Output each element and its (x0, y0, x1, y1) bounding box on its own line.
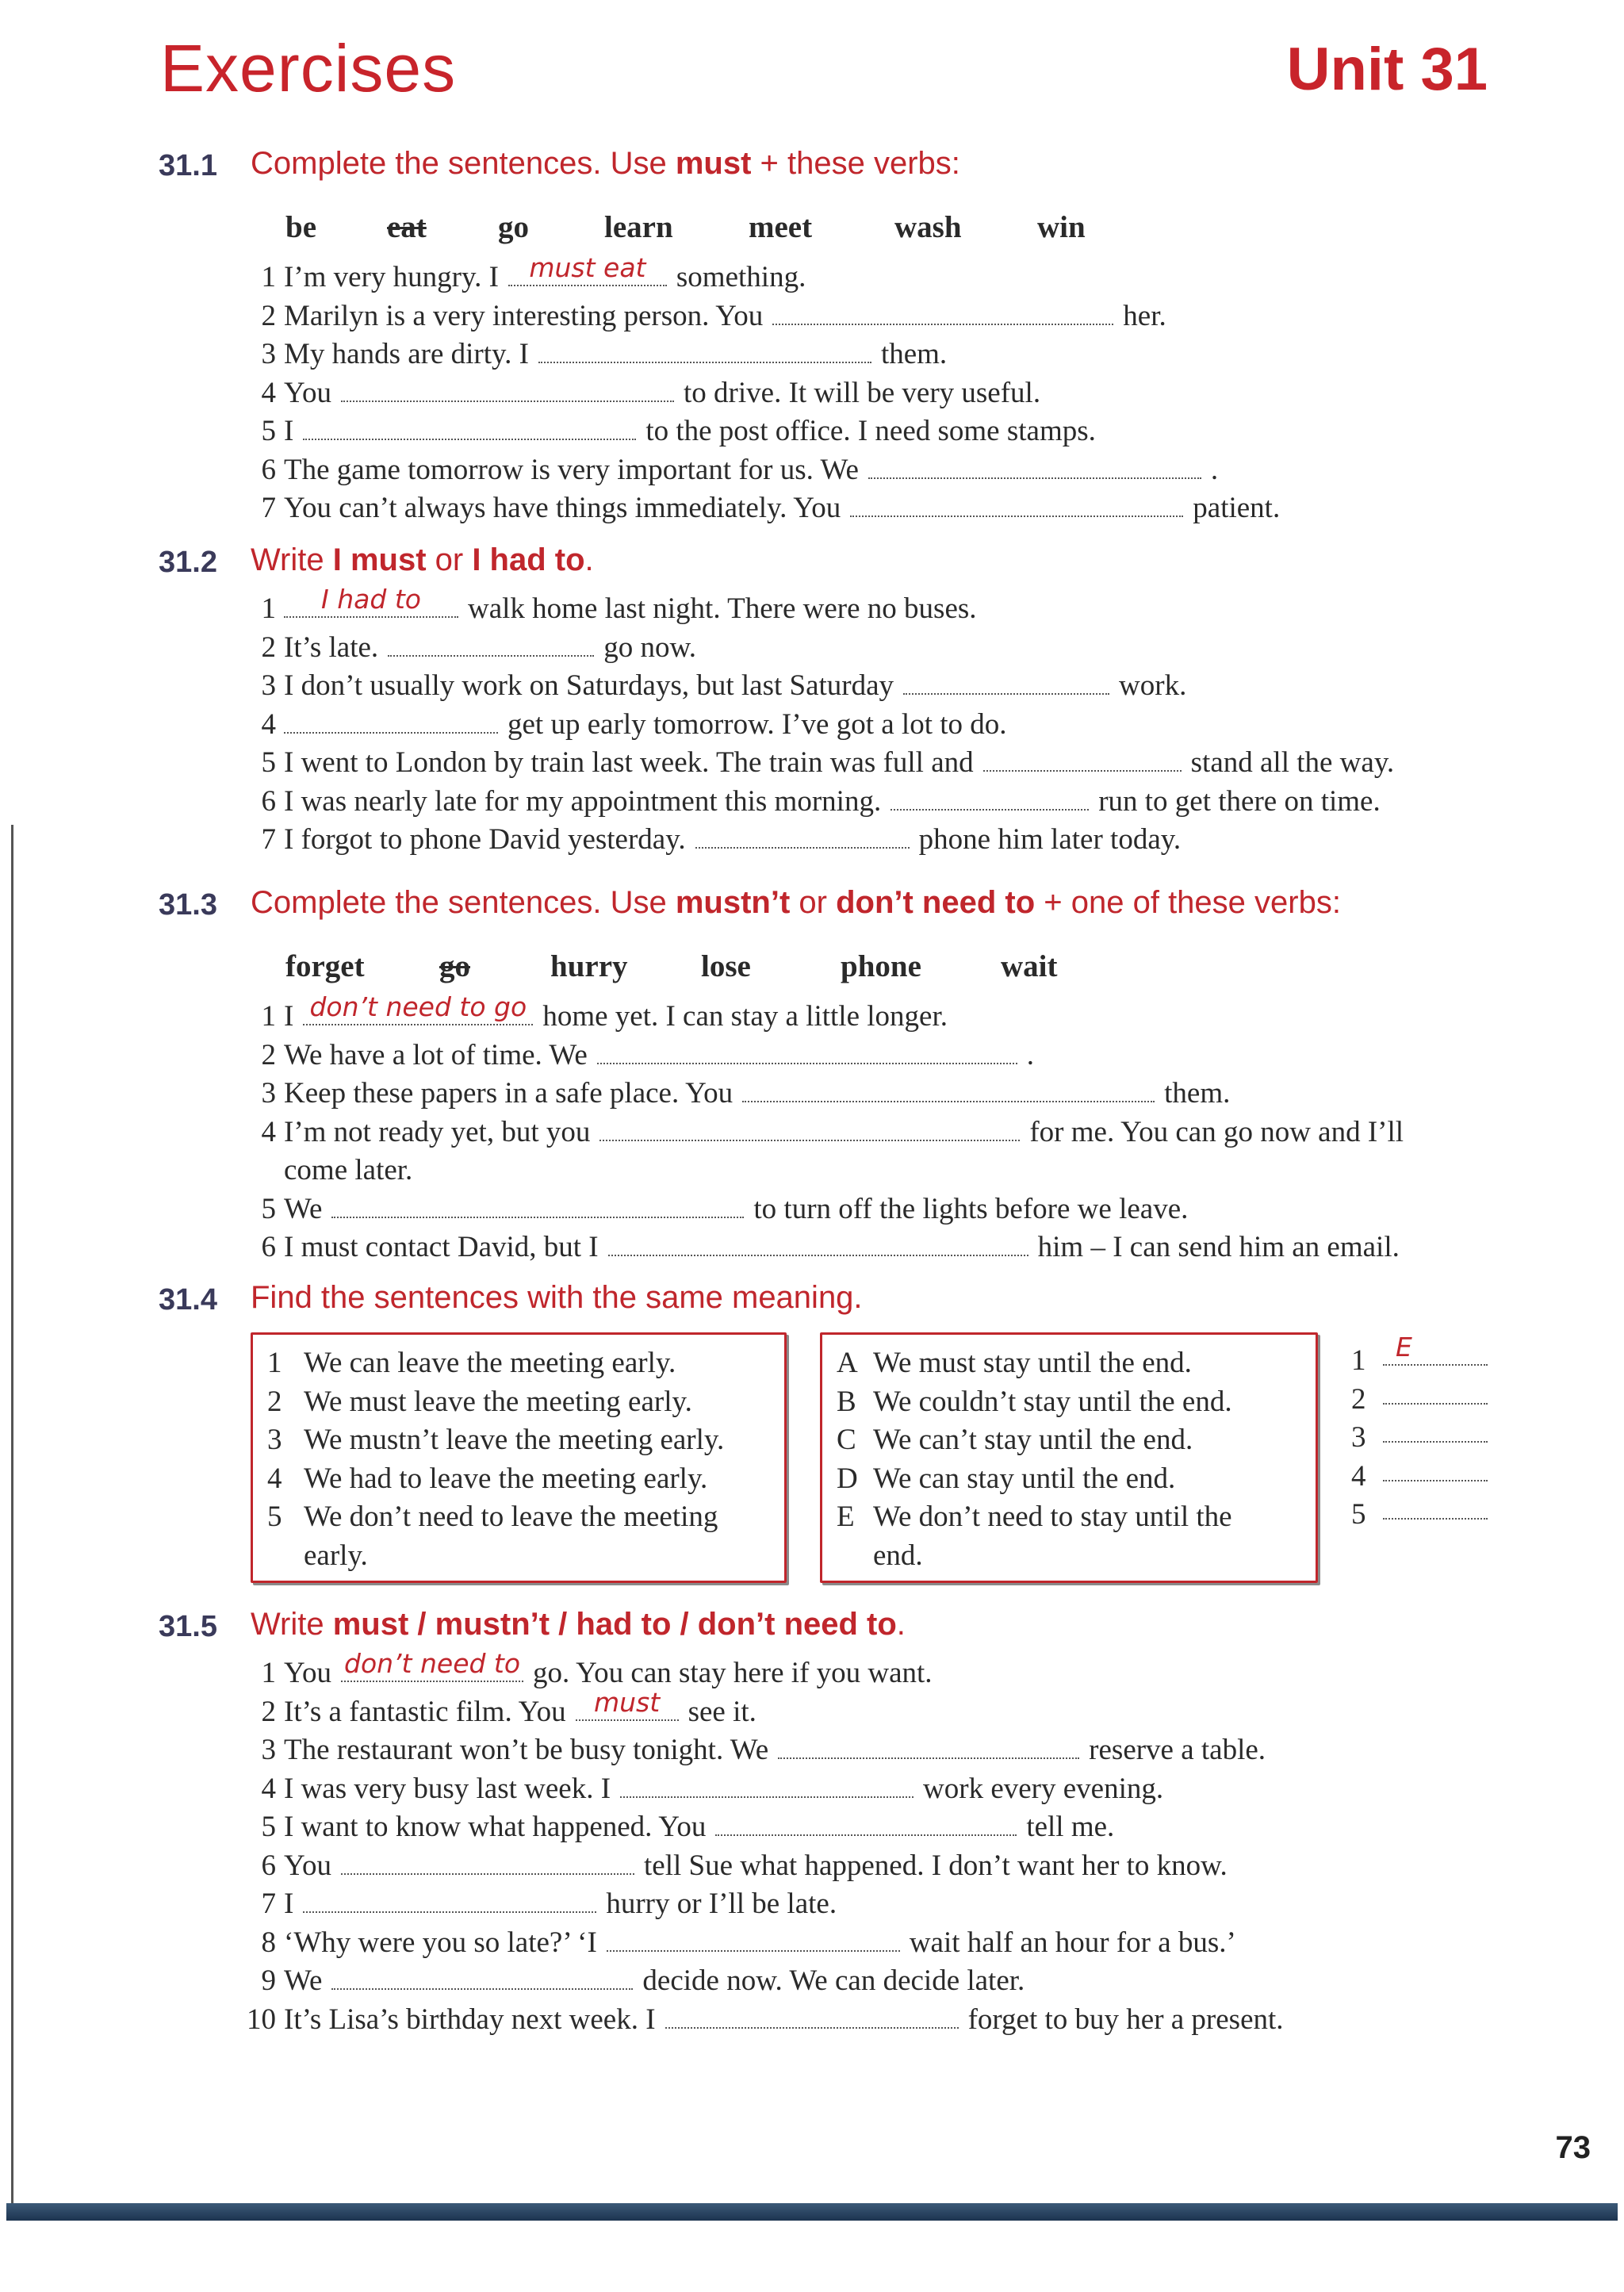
sentences-box-left (251, 1332, 787, 1583)
sentence-key: 1 (267, 1347, 282, 1379)
exercise-header (159, 882, 1507, 934)
item-text-before: I (284, 415, 294, 447)
item-text-before: I must contact David, but I (284, 1231, 599, 1263)
exercise-item (159, 1153, 1507, 1192)
item-number: 5 (261, 1811, 276, 1843)
exercise-item (159, 1964, 1507, 2003)
answer-blank[interactable] (331, 1196, 744, 1218)
answer-blank[interactable] (891, 788, 1089, 811)
item-number: 10 (247, 2003, 276, 2036)
answer-blank[interactable] (303, 418, 636, 440)
item-text-before: You can’t always have things immediately. You (284, 492, 841, 524)
exercise-item (159, 337, 1507, 376)
exercise-item (159, 1076, 1507, 1115)
item-text (284, 991, 948, 1033)
answer-blank[interactable] (620, 1776, 914, 1798)
verb: meet (749, 209, 813, 244)
item-text-before: I’m very hungry. I (284, 261, 499, 293)
answer-blank[interactable] (538, 341, 871, 363)
exercise-31-5 (159, 1604, 1507, 2041)
match-answers (1351, 1332, 1494, 1536)
sentence-key: B (837, 1385, 856, 1418)
item-text-before: The game tomorrow is very important for us. We (284, 453, 859, 486)
match-row (1351, 1420, 1494, 1459)
item-text-before: I was very busy last week. I (284, 1772, 611, 1805)
footer-bar (6, 2203, 1618, 2221)
item-text-after: . (1026, 1038, 1035, 1071)
item-text-before: We have a lot of time. We (284, 1038, 588, 1071)
sentence-key: C (837, 1424, 856, 1456)
item-number: 6 (261, 1231, 276, 1263)
sentence-key: E (837, 1501, 855, 1533)
match-number: 4 (1351, 1459, 1366, 1493)
item-text (284, 822, 1181, 857)
exercise-31-1 (159, 143, 1507, 530)
item-text (284, 376, 1040, 410)
exercise-item (159, 784, 1507, 823)
item-text-after: walk home last night. There were no buses. (468, 592, 977, 625)
sentence-text: end. (873, 1539, 923, 1572)
exercise-item (159, 414, 1507, 453)
item-text (284, 1926, 1236, 1960)
item-number: 9 (261, 1964, 276, 1997)
item-text-after: something. (676, 261, 806, 293)
item-number: 4 (261, 376, 276, 409)
answer-blank[interactable] (341, 1648, 523, 1682)
item-number: 7 (261, 1888, 276, 1920)
exercise-item (159, 822, 1507, 861)
exercise-item (159, 584, 1507, 630)
handwritten-answer: don’t need to (344, 1648, 521, 1679)
exercise-item (159, 252, 1507, 299)
exercise-item (159, 707, 1507, 746)
item-number: 2 (261, 1038, 276, 1071)
sentence-key: D (837, 1462, 858, 1495)
exercise-item (159, 1230, 1507, 1269)
item-text (284, 2003, 1284, 2037)
item-number: 1 (261, 1000, 276, 1033)
item-text-after: run to get there on time. (1098, 784, 1381, 818)
item-text (284, 453, 1218, 487)
item-text (284, 1964, 1025, 1998)
item-text (284, 584, 977, 626)
exercise-item (159, 745, 1507, 784)
item-text-after: . (1210, 453, 1219, 486)
verb: learn (604, 209, 673, 244)
box-sentence (253, 1500, 784, 1539)
answer-blank[interactable] (742, 1080, 1155, 1102)
verb: go (498, 209, 529, 244)
box-sentence (822, 1346, 1316, 1385)
item-text (284, 252, 806, 294)
item-number: 6 (261, 453, 276, 486)
item-text (284, 1192, 1188, 1226)
item-text (284, 1733, 1266, 1767)
answer-blank[interactable] (599, 1119, 1020, 1141)
match-number: 1 (1351, 1344, 1366, 1377)
item-text-before: ‘Why were you so late?’ ‘I (284, 1926, 597, 1959)
exercise-number: 31.2 (159, 546, 217, 579)
answer-blank[interactable] (903, 673, 1109, 695)
item-text-after: patient. (1193, 492, 1281, 524)
exercise-number: 31.3 (159, 888, 217, 922)
handwritten-answer: don’t need to go (309, 991, 527, 1022)
exercise-item (159, 630, 1507, 669)
item-number: 5 (261, 1192, 276, 1225)
answer-blank[interactable] (303, 991, 533, 1025)
exercise-instruction: Write must / mustn’t / had to / don’t need to. (251, 1607, 906, 1642)
sentence-key: A (837, 1347, 858, 1379)
match-blank[interactable] (1383, 1459, 1488, 1481)
item-number: 8 (261, 1926, 276, 1959)
item-text (284, 1153, 412, 1187)
exercise-item (159, 1192, 1507, 1231)
item-text-before: The restaurant won’t be busy tonight. We (284, 1734, 769, 1766)
item-number: 2 (261, 1695, 276, 1728)
item-text (284, 337, 947, 371)
sentence-text: We must leave the meeting early. (304, 1385, 692, 1418)
item-text-after: them. (1164, 1077, 1231, 1110)
verb: hurry (550, 949, 628, 983)
item-text (284, 1686, 756, 1729)
match-row (1351, 1332, 1494, 1382)
box-sentence (253, 1462, 784, 1501)
item-number: 6 (261, 784, 276, 818)
sentence-text: We had to leave the meeting early. (304, 1462, 708, 1495)
item-number: 4 (261, 707, 276, 741)
answer-blank[interactable] (388, 634, 594, 657)
item-text (284, 630, 696, 665)
item-text-after: tell Sue what happened. I don’t want her to know. (644, 1849, 1228, 1882)
answer-blank[interactable] (341, 380, 674, 402)
box-sentence (822, 1423, 1316, 1462)
item-text-after: get up early tomorrow. I’ve got a lot to do. (508, 707, 1007, 741)
exercise-item (159, 991, 1507, 1038)
exercise-number: 31.5 (159, 1610, 217, 1643)
sentence-text: early. (304, 1539, 368, 1572)
exercise-item (159, 1810, 1507, 1849)
sentence-text: We can stay until the end. (873, 1462, 1176, 1495)
item-text-before: Keep these papers in a safe place. You (284, 1077, 733, 1110)
answer-blank[interactable] (597, 1042, 1017, 1064)
page-number: 73 (1555, 2130, 1591, 2165)
answer-blank[interactable] (778, 1737, 1079, 1759)
box-sentence (822, 1385, 1316, 1424)
item-text-before: I’m not ready yet, but you (284, 1115, 591, 1148)
exercise-item (159, 669, 1507, 707)
exercise-item (159, 491, 1507, 530)
item-number: 3 (261, 338, 276, 370)
item-number: 2 (261, 299, 276, 332)
item-number: 2 (261, 630, 276, 664)
answer-blank[interactable] (983, 749, 1182, 772)
box-sentence (822, 1500, 1316, 1539)
item-text-after: reserve a table. (1089, 1734, 1266, 1766)
handwritten-answer: I had to (321, 584, 421, 615)
item-text-after: go. You can stay here if you want. (533, 1657, 933, 1689)
item-text-before: It’s Lisa’s birthday next week. I (284, 2003, 656, 2036)
answer-blank[interactable] (508, 252, 667, 286)
item-text-before: You (284, 1849, 332, 1882)
sentence-text: We can leave the meeting early. (304, 1347, 676, 1379)
sentence-text: We don’t need to leave the meeting (304, 1501, 718, 1533)
answer-blank[interactable] (695, 826, 910, 849)
exercise-instruction: Write I must or I had to. (251, 542, 594, 577)
exercise-item (159, 299, 1507, 338)
match-blank[interactable] (1383, 1497, 1488, 1520)
item-text-before: I want to know what happened. You (284, 1811, 707, 1843)
verb: win (1037, 209, 1086, 244)
answer-blank[interactable] (284, 711, 498, 734)
exercise-item (159, 1772, 1507, 1811)
exercise-31-4 (159, 1277, 1507, 1329)
match-number: 2 (1351, 1382, 1366, 1416)
match-number: 5 (1351, 1498, 1366, 1531)
exercise-item (159, 1115, 1507, 1154)
item-text-before: I (284, 1000, 294, 1033)
item-text-after: stand all the way. (1190, 746, 1395, 779)
answer-blank[interactable] (850, 495, 1183, 517)
verb-crossed: eat (387, 209, 427, 244)
box-sentence (822, 1539, 1316, 1577)
match-row (1351, 1497, 1494, 1536)
exercise-item (159, 1038, 1507, 1077)
item-text-after: decide now. We can decide later. (642, 1964, 1025, 1997)
exercise-instruction: Complete the sentences. Use must + these verbs: (251, 146, 960, 181)
answer-blank[interactable] (303, 1891, 596, 1913)
item-text-before: You (284, 376, 332, 409)
exercise-item (159, 1686, 1507, 1734)
item-text-before: I forgot to phone David yesterday. (284, 823, 686, 856)
verb: lose (701, 949, 751, 983)
item-text-after: go now. (603, 630, 697, 664)
item-number: 5 (261, 746, 276, 779)
item-text (284, 784, 1381, 818)
page-edge-rule (11, 825, 13, 2221)
match-blank[interactable] (1383, 1332, 1488, 1366)
match-row (1351, 1459, 1494, 1498)
item-text (284, 745, 1394, 780)
box-sentence (253, 1385, 784, 1424)
item-text-before: It’s late. (284, 630, 379, 664)
verb: be (285, 209, 316, 244)
item-text (284, 299, 1166, 333)
item-text-before: I was nearly late for my appointment this morning. (284, 784, 882, 818)
exercise-31-2 (159, 539, 1507, 861)
item-number: 7 (261, 492, 276, 524)
exercise-number: 31.4 (159, 1283, 217, 1317)
answer-blank[interactable] (341, 1853, 634, 1875)
item-text-after: for me. You can go now and I’ll (1029, 1115, 1404, 1148)
match-number: 3 (1351, 1421, 1366, 1454)
exercise-item (159, 1926, 1507, 1964)
item-text-after: home yet. I can stay a little longer. (542, 1000, 948, 1033)
exercise-item (159, 376, 1507, 415)
verb-box (285, 944, 1507, 988)
box-sentence (253, 1346, 784, 1385)
item-text-after: to drive. It will be very useful. (684, 376, 1041, 409)
sentence-key: 4 (267, 1462, 282, 1495)
sentence-text: We couldn’t stay until the end. (873, 1385, 1232, 1418)
answer-blank[interactable] (331, 1968, 633, 1990)
item-number: 4 (261, 1115, 276, 1148)
sentence-text: We don’t need to stay until the (873, 1501, 1232, 1533)
sentences-box-right (820, 1332, 1318, 1583)
item-text-after: forget to buy her a present. (967, 2003, 1284, 2036)
item-text-after: work. (1119, 669, 1187, 702)
sentence-text: We can’t stay until the end. (873, 1424, 1193, 1456)
item-text-before: I (284, 1888, 294, 1920)
item-text (284, 1648, 933, 1690)
box-sentence (822, 1462, 1316, 1501)
item-text (284, 1810, 1114, 1844)
answer-blank[interactable] (665, 2006, 959, 2029)
item-text (284, 1076, 1230, 1110)
answer-blank[interactable] (576, 1686, 679, 1721)
sentence-text: We mustn’t leave the meeting early. (304, 1424, 725, 1456)
item-text-before: We (284, 1964, 323, 1997)
sentence-key: 5 (267, 1501, 282, 1533)
item-text (284, 414, 1096, 448)
item-number: 4 (261, 1772, 276, 1805)
verb: phone (841, 949, 921, 983)
verb: wait (1001, 949, 1058, 983)
exercise-item (159, 1733, 1507, 1772)
handwritten-answer: must eat (529, 252, 646, 283)
handwritten-answer: must (593, 1686, 661, 1718)
item-text-after: work every evening. (923, 1772, 1164, 1805)
item-text-before: Marilyn is a very interesting person. You (284, 299, 764, 332)
item-text (284, 1849, 1228, 1883)
item-text (284, 1115, 1404, 1149)
exercise-item (159, 2003, 1507, 2041)
box-sentence (253, 1423, 784, 1462)
item-text-before: I went to London by train last week. The train was full and (284, 746, 974, 779)
item-text-after: see it. (688, 1695, 756, 1728)
exercise-item (159, 1887, 1507, 1926)
sentence-key: 2 (267, 1385, 282, 1418)
item-text (284, 1887, 837, 1921)
exercise-instruction: Complete the sentences. Use mustn’t or don’t need to + one of these verbs: (251, 885, 1341, 920)
item-text (284, 707, 1007, 742)
item-text-after: hurry or I’ll be late. (606, 1888, 837, 1920)
item-text-after: him – I can send him an email. (1037, 1231, 1400, 1263)
item-number: 1 (261, 261, 276, 293)
answer-blank[interactable] (607, 1930, 900, 1952)
item-text-before: My hands are dirty. I (284, 338, 529, 370)
match-row (1351, 1382, 1494, 1421)
item-text-before: I don’t usually work on Saturdays, but last Saturday (284, 669, 894, 702)
sentence-text: We must stay until the end. (873, 1347, 1192, 1379)
item-text (284, 669, 1186, 703)
exercise-number: 31.1 (159, 149, 217, 182)
item-text-after: wait half an hour for a bus.’ (909, 1926, 1236, 1959)
answer-blank[interactable] (284, 584, 458, 618)
item-text-before: come later. (284, 1154, 413, 1186)
item-text-after: them. (880, 338, 948, 370)
exercise-instruction: Find the sentences with the same meaning. (251, 1280, 863, 1315)
answer-blank[interactable] (772, 303, 1113, 325)
item-number: 1 (261, 1657, 276, 1689)
exercise-31-3 (159, 882, 1507, 1269)
item-text-before: You (284, 1657, 332, 1689)
exercise-item (159, 1648, 1507, 1695)
item-number: 1 (261, 592, 276, 625)
item-text-after: tell me. (1026, 1811, 1115, 1843)
box-sentence (253, 1539, 784, 1577)
item-number: 3 (261, 1077, 276, 1110)
page-title: Exercises (160, 31, 457, 105)
answer-blank[interactable] (715, 1814, 1017, 1836)
item-text-after: to the post office. I need some stamps. (645, 415, 1096, 447)
item-text-after: phone him later today. (918, 823, 1182, 856)
verb-crossed: go (439, 949, 470, 983)
verb-box (285, 205, 1507, 249)
item-text (284, 1772, 1163, 1806)
verb: forget (285, 949, 365, 983)
exercise-header (159, 1277, 1507, 1329)
item-number: 6 (261, 1849, 276, 1882)
item-text-before: It’s a fantastic film. You (284, 1695, 566, 1728)
item-text-after: to turn off the lights before we leave. (753, 1192, 1189, 1225)
sentence-key: 3 (267, 1424, 282, 1456)
exercise-item (159, 1849, 1507, 1888)
item-text-after: her. (1123, 299, 1166, 332)
item-number: 7 (261, 823, 276, 856)
exercise-item (159, 453, 1507, 492)
item-text (284, 1230, 1400, 1264)
answer-blank[interactable] (868, 457, 1201, 479)
item-number: 5 (261, 415, 276, 447)
unit-label: Unit 31 (1286, 36, 1488, 103)
item-number: 3 (261, 1734, 276, 1766)
handwritten-answer: E (1396, 1332, 1412, 1363)
item-text (284, 1038, 1034, 1072)
item-text-before: We (284, 1192, 323, 1225)
match-blank[interactable] (1383, 1382, 1488, 1405)
item-number: 3 (261, 669, 276, 702)
answer-blank[interactable] (608, 1234, 1028, 1256)
verb: wash (894, 209, 962, 244)
item-text (284, 491, 1280, 525)
match-blank[interactable] (1383, 1420, 1488, 1443)
exercise-header (159, 143, 1507, 195)
